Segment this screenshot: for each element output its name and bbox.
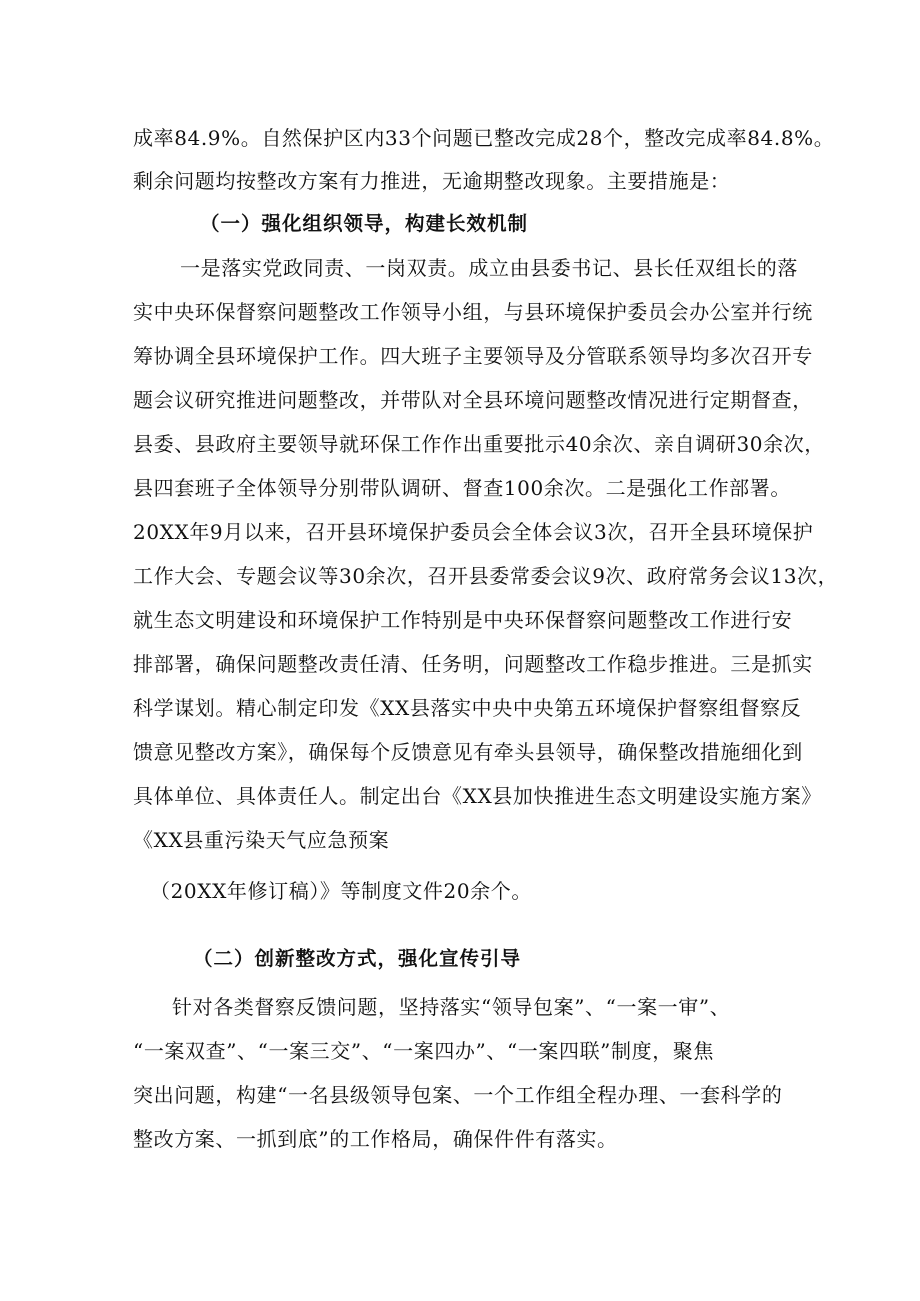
body-text-line: 整改方案、一抓到底”的工作格局，确保件件有落实。 (133, 1127, 618, 1151)
body-text-line: 具体单位、具体责任人。制定出台《XX县加快推进生态文明建设实施方案》 (133, 784, 822, 808)
paragraph-first-line: 针对各类督察反馈问题，坚持落实“领导包案”、“一案一审”、 (172, 995, 731, 1019)
body-text-line: 成率84.9%。自然保护区内33个问题已整改完成28个，整改完成率84.8%。 (133, 126, 835, 150)
section-heading-2: （二）创新整改方式，强化宣传引导 (193, 947, 522, 970)
body-text-line: 县委、县政府主要领导就环保工作作出重要批示40余次、亲自调研30余次， (133, 432, 825, 456)
body-text-line: 馈意见整改方案》，确保每个反馈意见有牵头县领导，确保整改措施细化到 (133, 740, 803, 764)
paragraph-first-line: 一是落实党政同责、一岗双责。成立由县委书记、县长任双组长的落 (180, 256, 798, 280)
body-text-line: 工作大会、专题会议等30余次，召开县委常委会议9次、政府常务会议13次， (133, 564, 839, 588)
body-text-line: 剩余问题均按整改方案有力推进，无逾期整改现象。主要措施是： (133, 169, 731, 193)
body-text-line: （20XX年修订稿）》等制度文件20余个。 (150, 879, 532, 903)
body-text-line: 县四套班子全体领导分别带队调研、督查100余次。二是强化工作部署。 (133, 476, 791, 500)
body-text-line: 排部署，确保问题整改责任清、任务明，问题整改工作稳步推进。三是抓实 (133, 652, 813, 676)
body-text-line: 突出问题，构建“一名县级领导包案、一个工作组全程办理、一套科学的 (133, 1083, 783, 1107)
body-text-line: 筹协调全县环境保护工作。四大班子主要领导及分管联系领导均多次召开专 (133, 344, 813, 368)
body-text-line: 实中央环保督察问题整改工作领导小组，与县环境保护委员会办公室并行统 (133, 300, 813, 324)
section-heading-1: （一）强化组织领导，构建长效机制 (200, 212, 529, 235)
body-text-line: “一案双查”、“一案三交”、“一案四办”、“一案四联”制度，聚焦 (133, 1039, 714, 1063)
body-text-line: 题会议研究推进问题整改，并带队对全县环境问题整改情况进行定期督查， (133, 388, 813, 412)
body-text-line: 科学谋划。精心制定印发《XX县落实中央中央第五环境保护督察组督察反 (133, 696, 802, 720)
body-text-line: 20XX年9月以来，召开县环境保护委员会全体会议3次，召开全县环境保护 (133, 520, 814, 544)
body-text-line: 《XX县重污染天气应急预案 (133, 828, 390, 852)
body-text-line: 就生态文明建设和环境保护工作特别是中央环保督察问题整改工作进行安 (133, 608, 793, 632)
